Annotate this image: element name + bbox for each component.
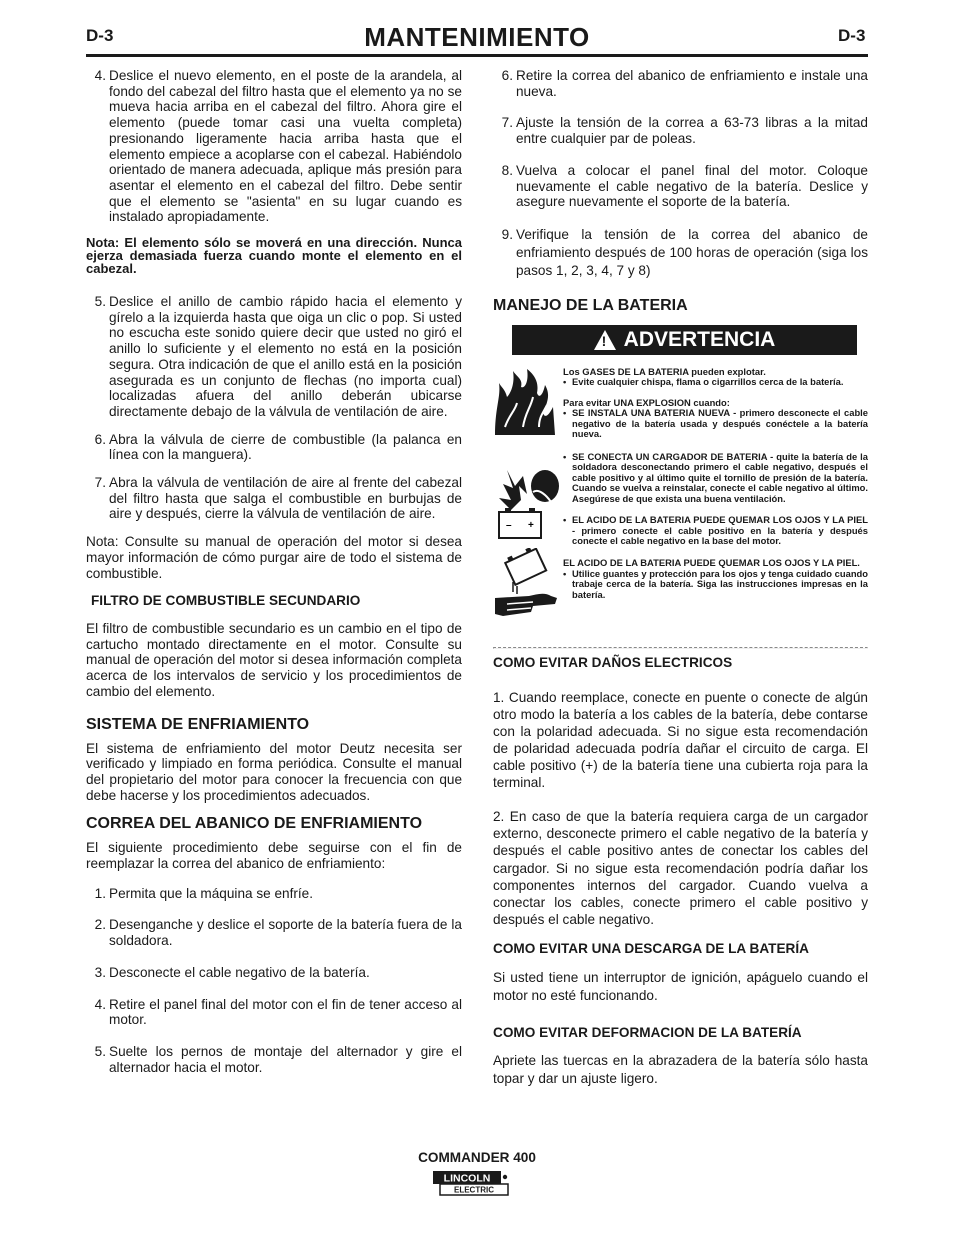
section-paragraph: Si usted tiene un interruptor de ignición, apáguelo cuando el motor no esté funcionando. <box>493 969 868 1003</box>
section-paragraph: 1. Cuando reemplace, conecte en puente o conecte de algún otro modo la batería a los cables de la batería, debe contarse con la polaridad adecuada. Si no sigue esta recomendación de polaridad adecuada podría dañar el circuito de carga. El cable positivo (+) de la batería tiene una cubierta roja para la terminal. <box>493 689 868 791</box>
battery-explosion-icon <box>493 452 563 550</box>
section-subheading: FILTRO DE COMBUSTIBLE SECUNDARIO <box>91 593 361 609</box>
list-item <box>493 163 868 210</box>
list-item <box>493 68 868 99</box>
item-number: 3. <box>94 964 106 980</box>
warning-heading: Para evitar UNA EXPLOSION cuando: <box>563 396 730 408</box>
item-text: Retire la correa del abanico de enfriamiento e instale una nueva. <box>516 68 868 99</box>
list-item <box>493 115 868 146</box>
engine-note: Nota: Consulte su manual de operación del motor si desea mayor información de cómo purgar aire de todo el sistema de combustible. <box>86 534 462 581</box>
warning-bullet: • SE INSTALA UNA BATERIA NUEVA - primero desconecte el cable negativo de la batería usada y después conéctele a la batería nueva. <box>563 407 868 440</box>
svg-text:+: + <box>528 519 534 531</box>
page-title: MANTENIMIENTO <box>364 22 590 52</box>
header-rule <box>86 54 868 57</box>
item-number: 2. <box>94 917 106 933</box>
list-item <box>86 997 462 1028</box>
section-heading: MANEJO DE LA BATERIA <box>493 296 688 314</box>
warning-text <box>563 367 868 441</box>
warning-bullet: • Evite cualquier chispa, flama o cigarrillos cerca de la batería. <box>563 376 844 388</box>
list-item <box>86 294 462 420</box>
item-text: Abra la válvula de cierre de combustible (la palanca en línea con la manguera). <box>109 431 462 463</box>
item-text: Retire el panel final del motor con el fin de tener acceso al motor. <box>109 996 462 1028</box>
warning-bullet: • Utilice guantes y protección para los ojos y tenga cuidado cuando trabaje cerca de la batería. Siga las instrucciones impresas en la batería. <box>563 567 868 600</box>
flame-icon <box>493 367 563 441</box>
list-item <box>86 1044 462 1075</box>
bold-note: Nota: El elemento sólo se moverá en una dirección. Nunca ejerza demasiada fuerza cuando monte el elemento en el cabezal. <box>86 235 462 277</box>
item-number: 6. <box>501 68 513 83</box>
item-text: Desenganche y deslice el soporte de la batería fuera de la soldadora. <box>109 917 462 949</box>
list-item <box>86 432 462 463</box>
section-paragraph: El siguiente procedimiento debe seguirse con el fin de reemplazar la correa del abanico de enfriamiento: <box>86 840 462 872</box>
warning-heading: Los GASES DE LA BATERIA pueden explotar. <box>563 365 766 377</box>
warning-block-explosion <box>493 367 868 441</box>
warning-text <box>563 452 868 550</box>
svg-text:–: – <box>506 519 512 531</box>
list-item <box>86 965 462 981</box>
warning-text <box>563 558 868 624</box>
section-paragraph: El filtro de combustible secundario es un cambio en el tipo de cartucho montado directamente en el motor. Consulte su manual de operación del motor si desea información completa acerca de los intervalos de servicio y los procedimientos de cambio del elemento. <box>86 620 462 699</box>
warning-banner <box>512 325 857 355</box>
page-code-left: D-3 <box>86 26 114 45</box>
item-number: 6. <box>94 431 106 447</box>
section-paragraph: Apriete las tuercas en la abrazadera de la batería sólo hasta topar y dar un ajuste ligero. <box>493 1053 868 1087</box>
list-item <box>86 917 462 948</box>
item-text: Vuelva a colocar el panel final del motor. Coloque nuevamente el cable negativo de la batería. Deslice y asegure nuevamente el soporte de la batería. <box>516 162 868 210</box>
warning-heading: EL ACIDO DE LA BATERIA PUEDE QUEMAR LOS OJOS Y LA PIEL. <box>563 557 860 569</box>
warning-bullet: • EL ACIDO DE LA BATERIA PUEDE QUEMAR LOS OJOS Y LA PIEL - primero conecte el cable positivo en la batería y después conecte el cable negativo en la base del motor. <box>563 514 868 547</box>
item-number: 1. <box>94 885 106 901</box>
warning-bullet: • SE CONECTA UN CARGADOR DE BATERIA - quite la batería de la soldadora desconectando primero el cable negativo, después el cable positivo y al último quite el tornillo de presión de la batería. Cuando se vuelva a reinstalar, conecte el cable negativo al último. Asegúrese de que exista una buena ventilación. <box>563 450 868 504</box>
item-number: 4. <box>94 996 106 1012</box>
item-text: Verifique la tensión de la correa del abanico de enfriamiento después de 100 horas de operación (siga los pasos 1, 2, 3, 4, 7 y 8) <box>516 226 868 278</box>
warning-block-acid <box>493 558 868 624</box>
item-number: 4. <box>94 68 106 83</box>
section-subheading: COMO EVITAR DAÑOS ELECTRICOS <box>493 655 733 671</box>
list-item <box>86 886 462 902</box>
section-subheading: COMO EVITAR DEFORMACION DE LA BATERÍA <box>493 1024 802 1040</box>
item-text: Deslice el nuevo elemento, en el poste de la arandela, al fondo del cabezal del filtro hasta que el elemento ya no se mueva hacia arriba en el cabezal del filtro. Ahora gire el elemento (puede tomar casi una vuelta completa) presionando ligeramente hacia arriba hasta que el elemento empiece a acoplarse con el cabezal. Habiéndolo orientado de manera adecuada, aplique más presión para asentar el elemento en el cabezal del filtro. Debe sentir que el elemento se "asienta" en su lugar cuando es instalado apropiadamente. <box>109 68 462 225</box>
item-number: 9. <box>501 226 513 242</box>
list-item <box>493 226 868 280</box>
item-number: 7. <box>94 475 106 491</box>
item-number: 5. <box>94 1043 106 1059</box>
right-column <box>493 68 868 1088</box>
warning-label: ADVERTENCIA <box>623 328 776 352</box>
item-text: Desconecte el cable negativo de la batería. <box>109 964 370 980</box>
section-heading: SISTEMA DE ENFRIAMIENTO <box>86 715 310 733</box>
list-item <box>86 475 462 522</box>
item-number: 8. <box>501 162 513 178</box>
acid-hand-icon <box>493 558 563 624</box>
lincoln-electric-logo <box>432 1170 510 1196</box>
list-item <box>86 68 462 225</box>
page-code-right: D-3 <box>838 26 866 45</box>
item-text: Permita que la máquina se enfríe. <box>109 885 314 901</box>
section-paragraph: El sistema de enfriamiento del motor Deutz necesita ser verificado y limpiado en forma periódica. Consulte el manual del propietario del motor para conocer la frecuencia con que debe hacerse y los procedimientos adecuados. <box>86 740 462 803</box>
warning-block-charger <box>493 452 868 550</box>
item-text: Abra la válvula de ventilación de aire al frente del cabezal del filtro hasta que salga el combustible en burbujas de aire y después, cierre la válvula de ventilación de aire. <box>109 475 462 522</box>
warning-triangle-icon: ! <box>594 330 616 350</box>
item-number: 5. <box>94 294 106 310</box>
item-number: 7. <box>501 115 513 131</box>
item-text: Deslice el anillo de cambio rápido hacia el elemento y gírelo a la izquierda hasta que oiga un clic o pop. Si usted no escucha este sonido quiere decir que usted no giró el anillo lo suficiente y el elemento no está en la posición segura. Otra indicación de que el anillo está en la posición asegurada es un conjunto de flechas (no importa cual) localizadas afuera del anillo deberán ubicarse directamente debajo de la válvula de ventilación de aire. <box>109 294 462 419</box>
svg-text:ELECTRIC: ELECTRIC <box>454 1185 494 1195</box>
left-column <box>86 68 462 1075</box>
section-heading: CORREA DEL ABANICO DE ENFRIAMIENTO <box>86 815 423 833</box>
item-text: Suelte los pernos de montaje del alternador y gire el alternador hacia el motor. <box>109 1043 462 1075</box>
item-text: Ajuste la tensión de la correa a 63-73 libras a la mitad entre cualquier par de poleas. <box>516 115 868 147</box>
section-subheading: COMO EVITAR UNA DESCARGA DE LA BATERÍA <box>493 940 809 956</box>
svg-text:LINCOLN: LINCOLN <box>443 1172 491 1185</box>
section-paragraph: 2. En caso de que la batería requiera carga de un cargador externo, desconecte primero el cable negativo de la batería y después el cable positivo antes de conectar los cables del cargador. Si no sigue esta recomendación podría dañar los componentes internos del cargador. Cuando vuelva a conectar los cables, conecte primero el cable positivo y después el cable negativo. <box>493 809 868 927</box>
footer-model: COMMANDER 400 <box>418 1150 536 1165</box>
